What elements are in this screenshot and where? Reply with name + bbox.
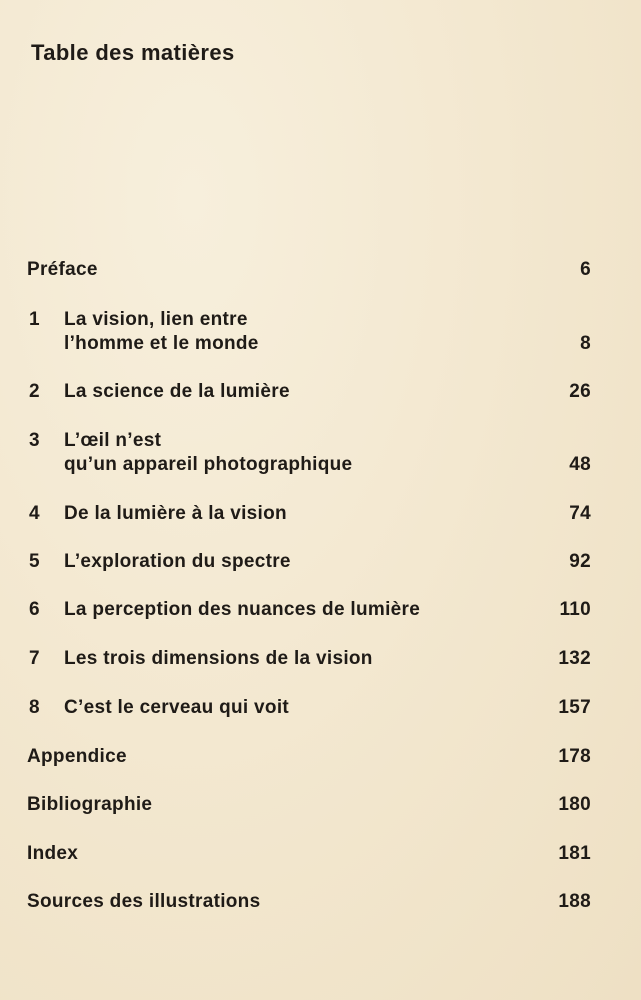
toc-chapter-number: 4: [29, 503, 40, 524]
toc-chapter-number: 5: [29, 551, 40, 572]
toc-entry-page: 74: [569, 503, 591, 524]
toc-entry-title: Index: [27, 843, 79, 864]
toc-entry-page: 92: [569, 551, 591, 572]
toc-entry-page: 6: [580, 259, 591, 280]
toc-entry-title-line1: La vision, lien entre: [64, 309, 248, 330]
toc-entry-title: La science de la lumière: [64, 381, 290, 402]
toc-chapter-number: 1: [29, 309, 40, 330]
toc-entry-title: L’exploration du spectre: [64, 551, 291, 572]
toc-entry-page: 48: [569, 454, 591, 475]
toc-entry-title: C’est le cerveau qui voit: [64, 697, 290, 718]
toc-chapter-number: 3: [29, 430, 40, 451]
toc-entry-title: La perception des nuances de lumière: [64, 599, 421, 620]
toc-entry-page: 157: [558, 697, 591, 718]
toc-chapter-number: 8: [29, 697, 40, 718]
toc-chapter-number: 7: [29, 648, 40, 669]
toc-entry-page: 181: [558, 843, 591, 864]
toc-entry-page: 132: [558, 648, 591, 669]
toc-entry-page: 8: [580, 333, 591, 354]
toc-entry-page: 110: [559, 599, 591, 620]
toc-entry-title: Les trois dimensions de la vision: [64, 648, 373, 669]
toc-entry-title-line2: l’homme et le monde: [64, 333, 259, 354]
toc-entry-title: Bibliographie: [27, 794, 153, 815]
toc-chapter-number: 6: [29, 599, 40, 620]
toc-entry-page: 178: [558, 746, 591, 767]
toc-entry-title-line1: L’œil n’est: [64, 430, 162, 451]
toc-entry-page: 26: [569, 381, 591, 402]
toc-entry-title: De la lumière à la vision: [64, 503, 287, 524]
toc-entry-title-line2: qu’un appareil photographique: [64, 454, 353, 475]
page-title: Table des matières: [31, 40, 235, 65]
toc-entry-page: 188: [558, 891, 591, 912]
toc-entry-title: [64, 429, 352, 477]
toc-chapter-number: 2: [29, 381, 40, 402]
toc-entry-title: Appendice: [27, 746, 127, 767]
toc-entry-page: 180: [558, 794, 591, 815]
toc-entry-title: Sources des illustrations: [27, 891, 261, 912]
toc-entry-title: Préface: [27, 259, 98, 280]
toc-entry-title: [64, 308, 259, 356]
